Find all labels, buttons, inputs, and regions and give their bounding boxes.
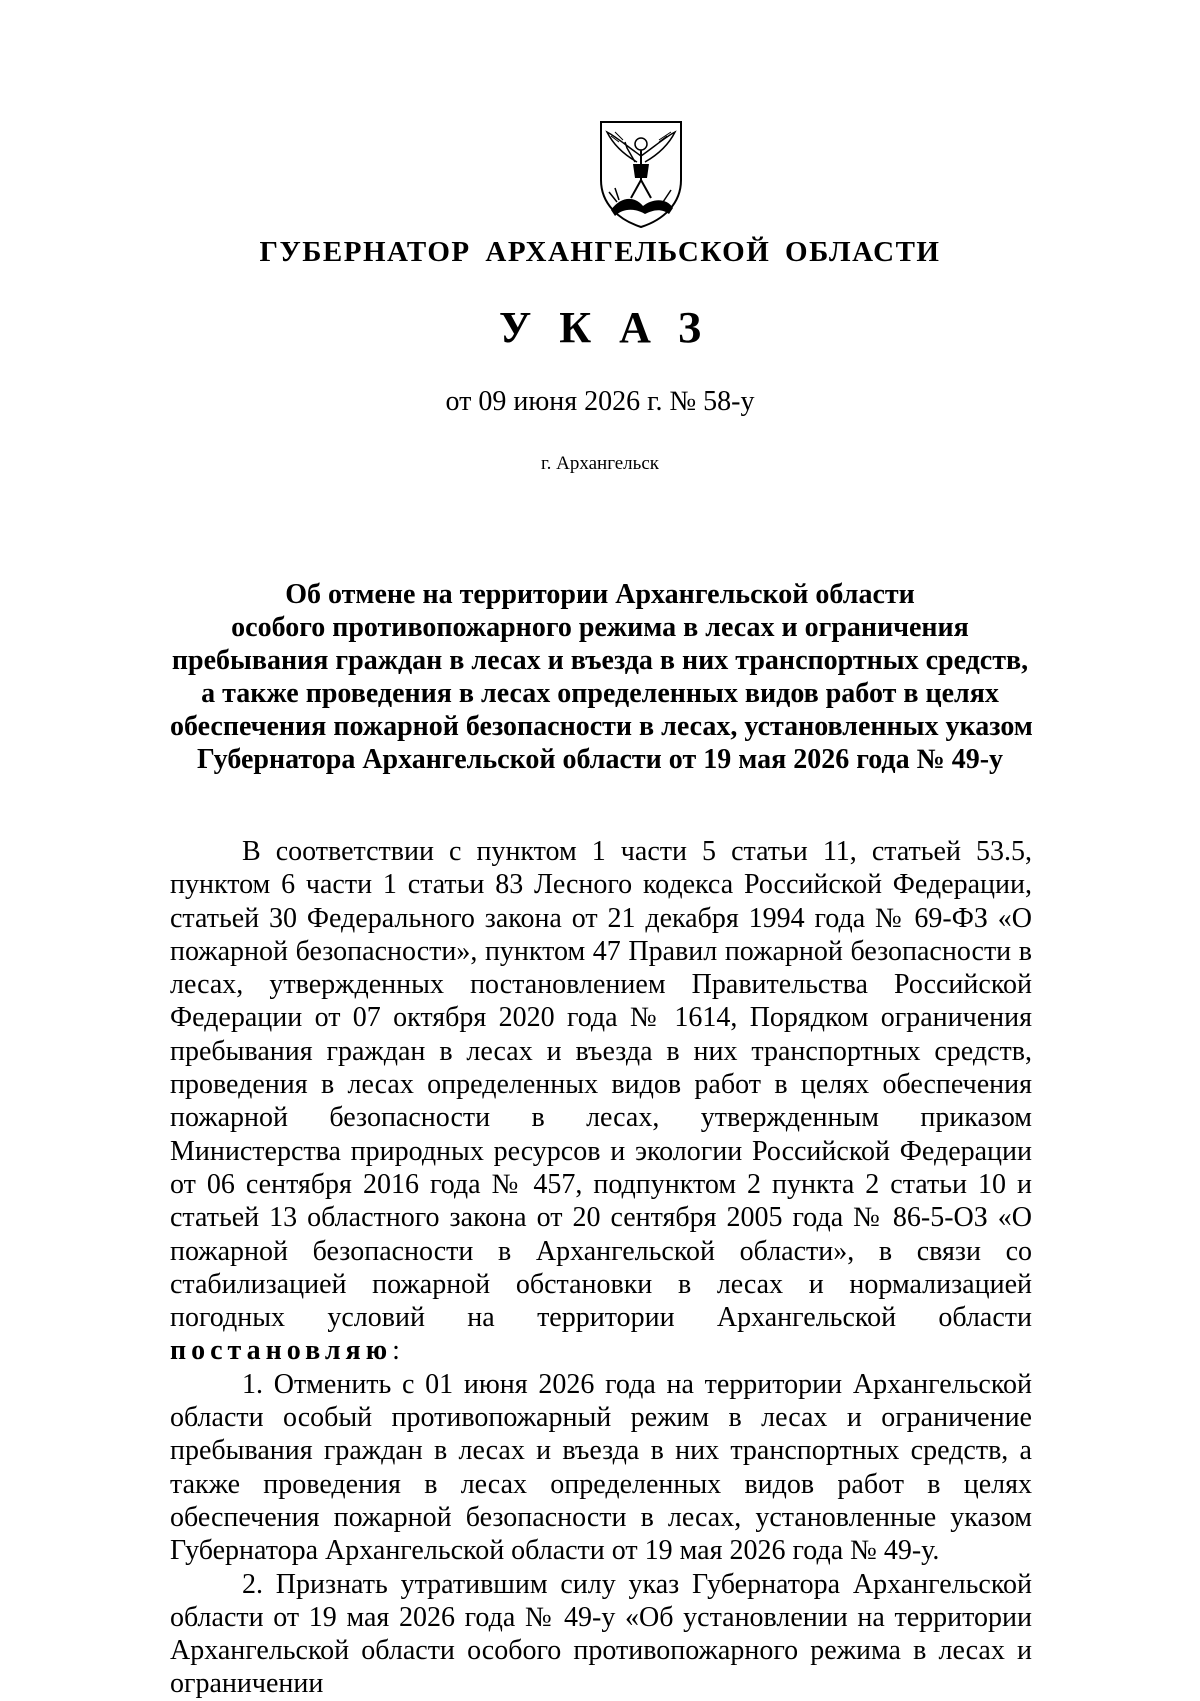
item-1-paragraph: 1. Отменить с 01 июня 2026 года на территории Архангельской области особый противопожарный режим в лесах и ограничение пребывания граждан в лесах и въезда в них транспортных средств, а также проведения в лесах определенных видов работ в целях обеспечения пожарной безопасности в лесах, установленные указом Губернатора Архангельской области от 19 мая 2026 года № 49-у. (170, 1368, 1032, 1567)
title-line: обеспечения пожарной безопасности в лесах, установленных указом (170, 711, 1033, 742)
coat-of-arms-icon (597, 118, 685, 230)
document-place: г. Архангельск (540, 453, 659, 474)
preamble-text: В соответствии с пунктом 1 части 5 статьи 11, статьей 53.5, пунктом 6 части 1 статьи 83 Лесного кодекса Российской Федерации, статьей 30 Федерального закона от 21 декабря 1994 года № 69-ФЗ «О пожарной безопасности», пунктом 47 Правил пожарной безопасности в лесах, утвержденных постановлением Правительства Российской Федерации от 07 октября 2020 года № 1614, Порядком ограничения пребывания граждан в лесах и въезда в них транспортных средств, проведения в лесах определенных видов работ в целях обеспечения пожарной безопасности в лесах, утвержденным приказом Министерства природных ресурсов и экологии Российской Федерации от 06 сентября 2016 года № 457, подпунктом 2 пункта 2 статьи 10 и статьей 13 областного закона от 20 сентября 2005 года № 86-5-ОЗ «О пожарной безопасности в Архангельской области», в связи со стабилизацией пожарной обстановки в лесах и нормализацией погодных условий на территории Архангельской области (170, 836, 1032, 1334)
title-line: пребывания граждан в лесах и въезда в них транспортных средств, (171, 645, 1029, 676)
title-line: Губернатора Архангельской области от 19 мая 2026 года № 49-у (196, 744, 1004, 775)
title-line: а также проведения в лесах определенных видов работ в целях (201, 678, 999, 709)
item-2-paragraph: 2. Признать утратившим силу указ Губернатора Архангельской области от 19 мая 2026 года № 49-у «Об установлении на территории Архангельской области особого противопожарного режима в лесах и ограничении (170, 1568, 1032, 1700)
document-title (170, 578, 1033, 776)
document-date-number: от 09 июня 2026 г. № 58-у (445, 386, 755, 417)
document-body (170, 835, 1032, 1701)
decree-colon: : (392, 1335, 400, 1367)
title-line: Об отмене на территории Архангельской области (285, 579, 915, 610)
issuing-authority: ГУБЕРНАТОР АРХАНГЕЛЬСКОЙ ОБЛАСТИ (259, 236, 941, 268)
title-line: особого противопожарного режима в лесах и ограничения (231, 612, 969, 643)
decree-word: постановляю (170, 1335, 393, 1367)
preamble-paragraph (170, 835, 1032, 1368)
document-type: УКАЗ (498, 303, 730, 352)
